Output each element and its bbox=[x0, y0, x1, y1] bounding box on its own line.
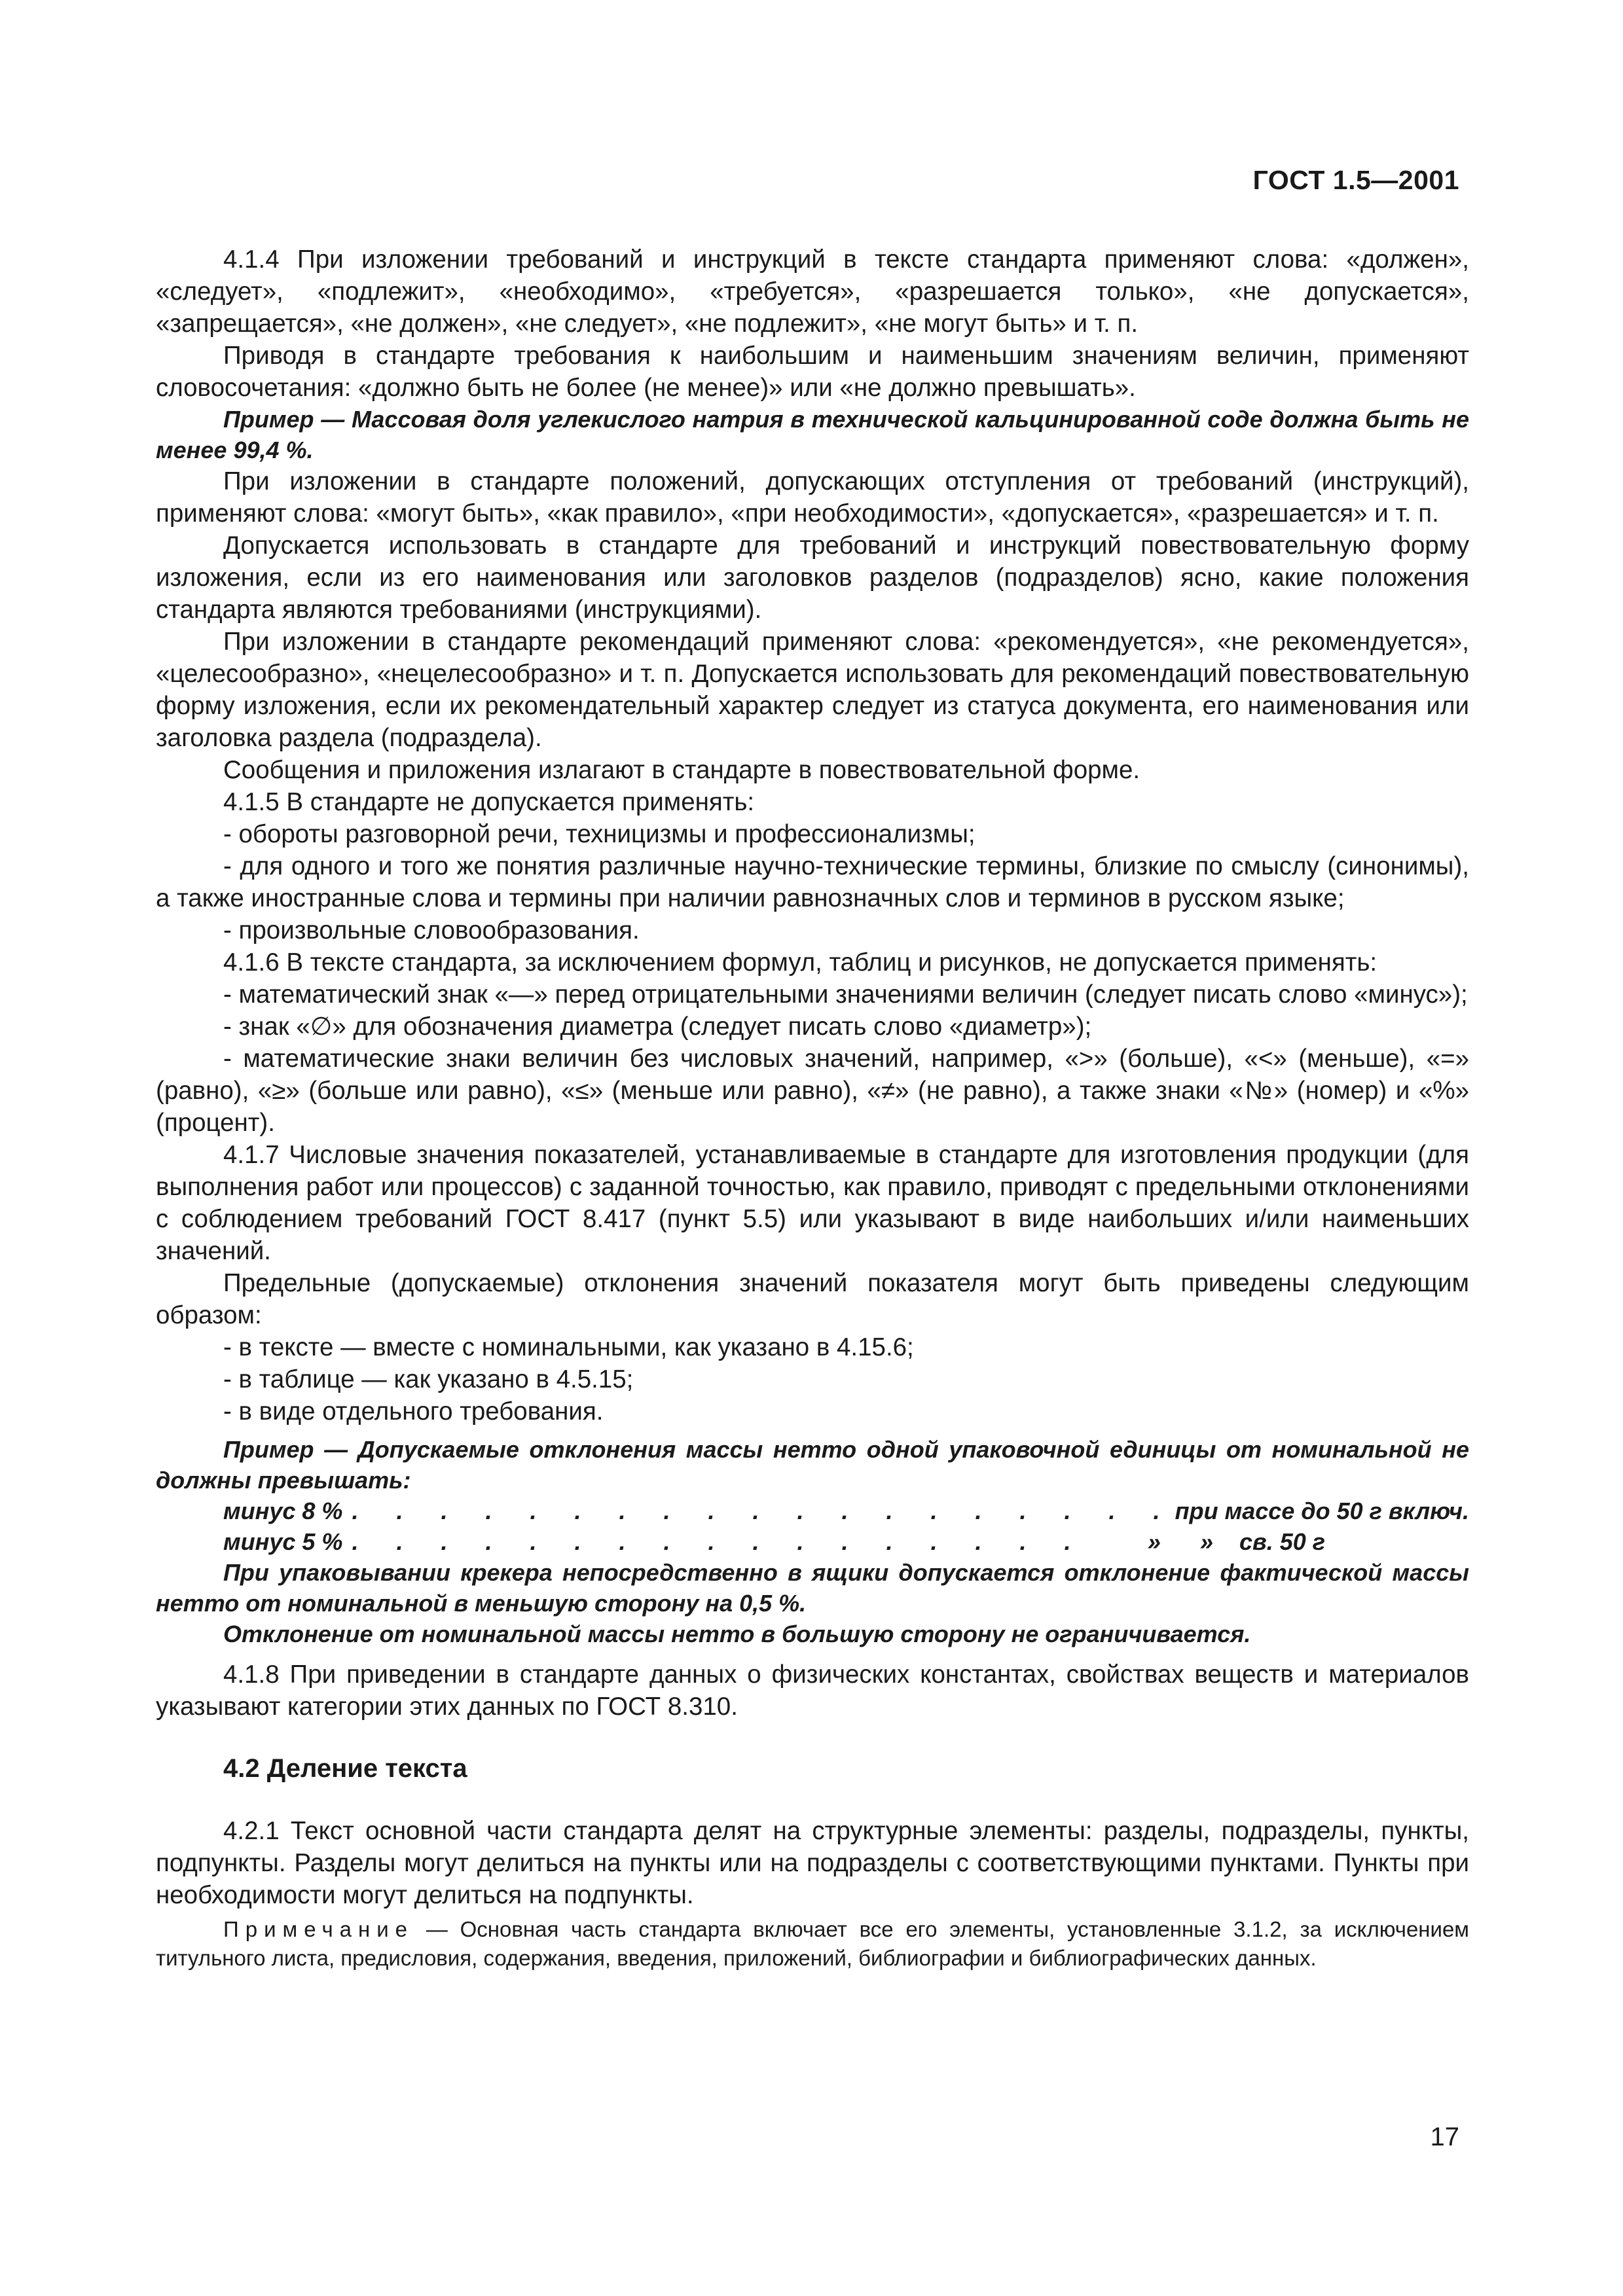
example-text: Пример — Массовая доля углекислого натрия в технической кальцинированной соде должна быть не менее 99,4 %. bbox=[156, 406, 1469, 463]
example-text: Отклонение от номинальной массы нетто в большую сторону не ограничивается. bbox=[223, 1621, 1251, 1647]
note bbox=[156, 1915, 1469, 1973]
list-item: - обороты разговорной речи, техницизмы и профессионализмы; bbox=[223, 820, 976, 848]
paragraph: Приводя в стандарте требования к наибольшим и наименьшим значениям величин, применяют словосочетания: «должно быть не более (не менее)» или «не должно превышать». bbox=[156, 342, 1469, 402]
paragraph: При изложении в стандарте положений, допускающих отступления от требований (инструкций), применяют слова: «могут быть», «как правило», «при необходимости», «допускается», «разрешается» и т. п. bbox=[156, 467, 1469, 528]
note-text: — Основная часть стандарта включает все его элементы, установленные 3.1.2, за исключением титульного листа, предисловия, содержания, введения, приложений, библиографии и библиографических данных. bbox=[156, 1917, 1469, 1970]
paragraph-4-1-8: 4.1.8 При приведении в стандарте данных о физических константах, свойствах веществ и материалов указывают категории этих данных по ГОСТ 8.310. bbox=[156, 1660, 1469, 1721]
paragraph-4-1-4: 4.1.4 При изложении требований и инструкций в тексте стандарта применяют слова: «должен», «следует», «подлежит», «необходимо», «требуется», «разрешается только», «не допускается», «запрещается», «не должен», «не следует», «не подлежит», «не могут быть» и т. п. bbox=[156, 245, 1469, 338]
example-text: Пример — Допускаемые отклонения массы нетто одной упаковочной единицы от номинальной не должны превышать: bbox=[156, 1436, 1469, 1494]
list-item: - математические знаки величин без числовых значений, например, «>» (больше), «<» (меньше), «=» (равно), «≥» (больше или равно), «≤» (меньше или равно), «≠» (не равно), а также знаки «№» (номер) и «%» (процент). bbox=[156, 1045, 1469, 1137]
section-heading: 4.2 Деление текста bbox=[223, 1754, 467, 1783]
list-item: - математический знак «—» перед отрицательными значениями величин (следует писать слово «минус»); bbox=[223, 980, 1468, 1009]
paragraph-4-2-1: 4.2.1 Текст основной части стандарта делят на структурные элементы: разделы, подразделы, пункты, подпункты. Разделы могут делиться на пункты или на подразделы с соответствующими пунктами. Пункты при необходимости могут делиться на подпункты. bbox=[156, 1817, 1469, 1909]
list-item: - знак «∅» для обозначения диаметра (следует писать слово «диаметр»); bbox=[223, 1013, 1092, 1041]
tolerance-row bbox=[156, 1526, 1469, 1557]
list-item: - для одного и того же понятия различные научно-технические термины, близкие по смыслу (синонимы), а также иностранные слова и термины при наличии равнозначных слов и терминов в русском языке; bbox=[156, 852, 1469, 912]
tolerance-value: минус 5 % bbox=[223, 1528, 343, 1555]
dot-leader bbox=[352, 1526, 1108, 1557]
tolerance-row bbox=[156, 1496, 1469, 1526]
paragraph: Сообщения и приложения излагают в стандарте в повествовательной форме. bbox=[223, 756, 1140, 784]
paragraph-4-1-7: 4.1.7 Числовые значения показателей, устанавливаемые в стандарте для изготовления продукции (для выполнения работ или процессов) с заданной точностью, как правило, приводят с предельными отклонениями с соблюдением требований ГОСТ 8.417 (пункт 5.5) или указывают в виде наибольших и/или наименьших значений. bbox=[156, 1141, 1469, 1265]
dot-leader bbox=[352, 1496, 1165, 1526]
paragraph-4-1-6: 4.1.6 В тексте стандарта, за исключением формул, таблиц и рисунков, не допускается применять: bbox=[223, 948, 1377, 977]
list-item: - в таблице — как указано в 4.5.15; bbox=[223, 1365, 634, 1393]
example-text: При упаковывании крекера непосредственно в ящики допускается отклонение фактической массы нетто от номинальной в меньшую сторону на 0,5 %. bbox=[156, 1559, 1469, 1617]
tolerance-value: минус 8 % bbox=[223, 1498, 343, 1524]
tolerance-condition: при массе до 50 г включ. bbox=[1175, 1498, 1469, 1524]
paragraph: При изложении в стандарте рекомендаций применяют слова: «рекомендуется», «не рекомендуется», «целесообразно», «нецелесообразно» и т. п. Допускается использовать для рекомендаций повествовательную форму изложения, если их рекомендательный характер следует из статуса документа, его наименования или заголовка раздела (подраздела). bbox=[156, 628, 1469, 752]
page-body bbox=[156, 243, 1469, 1973]
note-label: Примечание bbox=[223, 1917, 414, 1941]
page-number: 17 bbox=[1430, 2123, 1459, 2151]
paragraph: Допускается использовать в стандарте для требований и инструкций повествовательную форму изложения, если из его наименования или заголовков разделов (подразделов) ясно, какие положения стандарта являются требованиями (инструкциями). bbox=[156, 531, 1469, 624]
list-item: - произвольные словообразования. bbox=[223, 916, 640, 944]
document-code: ГОСТ 1.5—2001 bbox=[1252, 165, 1459, 195]
paragraph-4-1-5: 4.1.5 В стандарте не допускается применять: bbox=[223, 788, 755, 816]
list-item: - в тексте — вместе с номинальными, как указано в 4.15.6; bbox=[223, 1333, 914, 1361]
tolerance-condition: » » св. 50 г bbox=[1147, 1528, 1325, 1555]
paragraph: Предельные (допускаемые) отклонения значений показателя могут быть приведены следующим образом: bbox=[156, 1269, 1469, 1329]
list-item: - в виде отдельного требования. bbox=[223, 1397, 604, 1426]
